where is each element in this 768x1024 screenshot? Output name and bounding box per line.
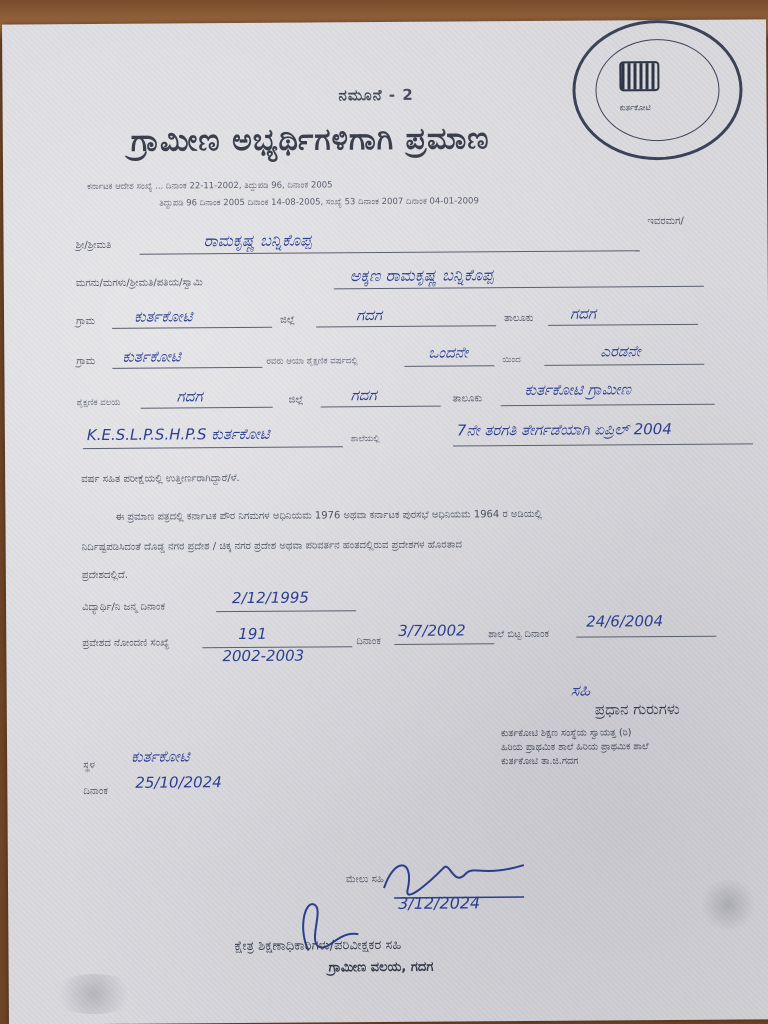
place-value: ಕುರ್ತಕೋಟಿ bbox=[122, 347, 181, 366]
parent-underline bbox=[334, 286, 704, 290]
beo-office: ಗ್ರಾಮೀಣ ವಲಯ, ಗದಗ bbox=[328, 959, 434, 976]
study-underline bbox=[453, 443, 753, 446]
village-value: ಕುರ್ತಕೋಟಿ bbox=[133, 307, 193, 326]
headmaster-stamp-line-3: ಕುರ್ತಕೋಟಿ ತಾ.ಜಿ.ಗದಗ bbox=[501, 755, 579, 768]
admission-value: 191 bbox=[238, 624, 267, 644]
class-from-value: ಒಂದನೇ bbox=[428, 343, 469, 362]
seal-text: ಕುರ್ತಕೋಟಿ bbox=[619, 103, 651, 113]
school-value: K.E.S.L.P.S.H.P.S ಕುರ್ತಕೋಟಿ bbox=[86, 424, 270, 445]
taluk2-label: ತಾಲೂಕು bbox=[452, 393, 483, 405]
class-intro-label: ರವರು ಆಯಾ ಶೈಕ್ಷಣಿಕ ವರ್ಷದಲ್ಲಿ bbox=[266, 356, 358, 367]
date-footer-label: ದಿನಾಂಕ bbox=[83, 785, 108, 798]
subtitle-line-1: ಕರ್ನಾಟಕ ಆದೇಶ ಸಂಖ್ಯೆ ... ದಿನಾಂಕ 22-11-2002, ತಿದ್ದುಪಡಿ 96, ದಿನಾಂಕ 2005 bbox=[87, 180, 333, 193]
leaving-underline bbox=[576, 636, 716, 638]
stain-mark bbox=[49, 974, 139, 1015]
taluk2-value: ಗದಗ bbox=[350, 386, 377, 405]
district-label: ಜಿಲ್ಲೆ bbox=[280, 314, 295, 326]
form-number: ನಮೂನೆ - 2 bbox=[338, 85, 414, 105]
dob-underline bbox=[216, 610, 356, 612]
headmaster-title: ಪ್ರಧಾನ ಗುರುಗಳು bbox=[594, 699, 680, 719]
taluk-underline bbox=[548, 324, 698, 326]
admission-date-underline bbox=[394, 643, 494, 645]
parent-value: ಅಕ್ಕಣ ರಾಮಕೃಷ್ಣ ಬನ್ನಿಕೊಪ್ಪ bbox=[349, 265, 494, 286]
place-footer-value: ಕುರ್ತಕೋಟಿ bbox=[131, 747, 190, 766]
class-to-value: ಎರಡನೇ bbox=[600, 342, 641, 361]
school-seal bbox=[572, 20, 743, 161]
district-value: ಗದಗ bbox=[355, 306, 383, 325]
dob-value: 2/12/1995 bbox=[231, 588, 310, 608]
passed-text: ವರ್ಷ ಸಹಿತ ಪರೀಕ್ಷೆಯಲ್ಲಿ ಉತ್ತೀರ್ಣರಾಗಿದ್ದಾರೆ/ಳೆ. bbox=[81, 473, 240, 486]
declaration-line-2: ನಿರ್ದಿಷ್ಟಪಡಿಸಿದಂತೆ ದೊಡ್ಡ ನಗರ ಪ್ರದೇಶ / ಚಿಕ್ಕ ನಗರ ಪ್ರದೇಶ ಅಥವಾ ಪರಿವರ್ತನ ಹಂತದಲ್ಲಿರುವ ಪ್ರದೇಶಗಳ ಹೊರತಾದ bbox=[81, 539, 463, 554]
declaration-line-3: ಪ್ರದೇಶದಲ್ಲಿದೆ. bbox=[81, 569, 129, 582]
name-value: ರಾಮಕೃಷ್ಣ ಬನ್ನಿಕೊಪ್ಪ bbox=[203, 230, 312, 251]
class-from-underline bbox=[404, 365, 494, 367]
parent-label: ಮಗನು/ಮಗಳು/ಶ್ರೀಮತಿ/ಪತಿಯ/ಸ್ವಾಮಿ bbox=[75, 277, 203, 290]
beo-title: ಕ್ಷೇತ್ರ ಶಿಕ್ಷಣಾಧಿಕಾರಿಗಳು/ಪರಿವೀಕ್ಷಕರ ಸಹಿ bbox=[234, 937, 402, 955]
date-footer-value: 25/10/2024 bbox=[135, 773, 222, 792]
admission-year: 2002-2003 bbox=[222, 646, 305, 666]
taluk-value: ಗದಗ bbox=[569, 304, 597, 323]
leaving-label: ಶಾಲೆ ಬಿಟ್ಟ ದಿನಾಂಕ bbox=[488, 628, 550, 641]
district2-label: ಜಿಲ್ಲೆ bbox=[288, 394, 304, 406]
school-label: ಶಾಲೆಯಲ್ಲಿ bbox=[350, 434, 380, 445]
admission-date-value: 3/7/2002 bbox=[398, 621, 466, 640]
declaration-line-1: ಈ ಪ್ರಮಾಣ ಪತ್ರದಲ್ಲಿ ಕರ್ನಾಟಕ ಪೌರ ನಿಗಮಗಳ ಅಧಿನಿಯಮ 1976 ಅಥವಾ ಕರ್ನಾಟಕ ಪುರಸಭೆ ಅಧಿನಿಯಮ 1964 ರ ಅಡಿಯಲ್ಲಿ bbox=[115, 508, 543, 523]
school-underline bbox=[83, 446, 343, 449]
leaving-value: 24/6/2004 bbox=[586, 612, 664, 631]
name-label: ಶ್ರೀ/ಶ್ರೀಮತಿ bbox=[75, 239, 112, 252]
headmaster-signature-block bbox=[500, 679, 751, 768]
subtitle-line-2: ತಿದ್ದುಪಡಿ 96 ದಿನಾಂಕ 2005 ದಿನಾಂಕ 14-08-2005, ಸಂಖ್ಯೆ 53 ದಿನಾಂಕ 2007 ದಿನಾಂಕ 04-01-2009 bbox=[159, 196, 479, 209]
study-value: 7ನೇ ತರಗತಿ ತೇರ್ಗಡೆಯಾಗಿ ಏಪ್ರಿಲ್ 2004 bbox=[456, 420, 672, 440]
district2-underline bbox=[141, 407, 273, 409]
headmaster-stamp-line-1: ಕುರ್ತಕೋಟಿ ಶಿಕ್ಷಣ ಸಂಸ್ಥೆಯ ಸ್ವಾಯತ್ತ (ರಿ) bbox=[500, 727, 632, 740]
seal-emblem-icon bbox=[619, 61, 659, 91]
suffix-label: ಇವರಮಗ/ bbox=[647, 215, 684, 228]
page-title: ಗ್ರಾಮೀಣ ಅಭ್ಯರ್ಥಿಗಳಿಗಾಗಿ ಪ್ರಮಾಣ bbox=[130, 121, 490, 159]
counter-signature-label: ಮೇಲು ಸಹಿ bbox=[345, 874, 384, 886]
place-footer-label: ಸ್ಥಳ bbox=[83, 760, 95, 772]
district2-value: ಗದಗ bbox=[176, 387, 203, 406]
class-to-label: ಯಿಂದ bbox=[502, 355, 521, 366]
class-to-underline bbox=[544, 364, 704, 366]
taluk-label: ತಾಲೂಕು bbox=[504, 312, 534, 325]
headmaster-stamp-line-2: ಹಿರಿಯ ಪ್ರಾಥಮಿಕ ಶಾಲೆ ಹಿರಿಯ ಪ್ರಾಥಮಿಕ ಶಾಲೆ bbox=[501, 741, 649, 754]
dob-label: ವಿದ್ಯಾರ್ಥಿ/ನಿ ಜನ್ಮ ದಿನಾಂಕ bbox=[82, 601, 165, 614]
village2-underline bbox=[501, 404, 715, 406]
village-label: ಗ್ರಾಮ bbox=[76, 316, 96, 328]
village-underline bbox=[112, 327, 272, 329]
headmaster-signature: ಸಹಿ bbox=[570, 680, 591, 700]
district-underline bbox=[316, 325, 496, 327]
place-underline bbox=[112, 367, 262, 369]
region-label: ಶೈಕ್ಷಣಿಕ ವಲಯ bbox=[76, 397, 121, 409]
counter-signature-date: 3/12/2024 bbox=[398, 893, 481, 913]
taluk2-underline bbox=[321, 406, 441, 408]
place-label: ಗ್ರಾಮ bbox=[76, 356, 96, 368]
stain-mark bbox=[698, 879, 758, 929]
admission-label: ಪ್ರವೇಶದ ನೋಂದಣಿ ಸಂಖ್ಯೆ bbox=[82, 637, 170, 650]
admission-date-label: ದಿನಾಂಕ bbox=[356, 636, 381, 648]
village2-value: ಕುರ್ತಕೋಟಿ ಗ್ರಾಮೀಣ bbox=[524, 380, 632, 400]
certificate-sheet bbox=[2, 19, 768, 1024]
